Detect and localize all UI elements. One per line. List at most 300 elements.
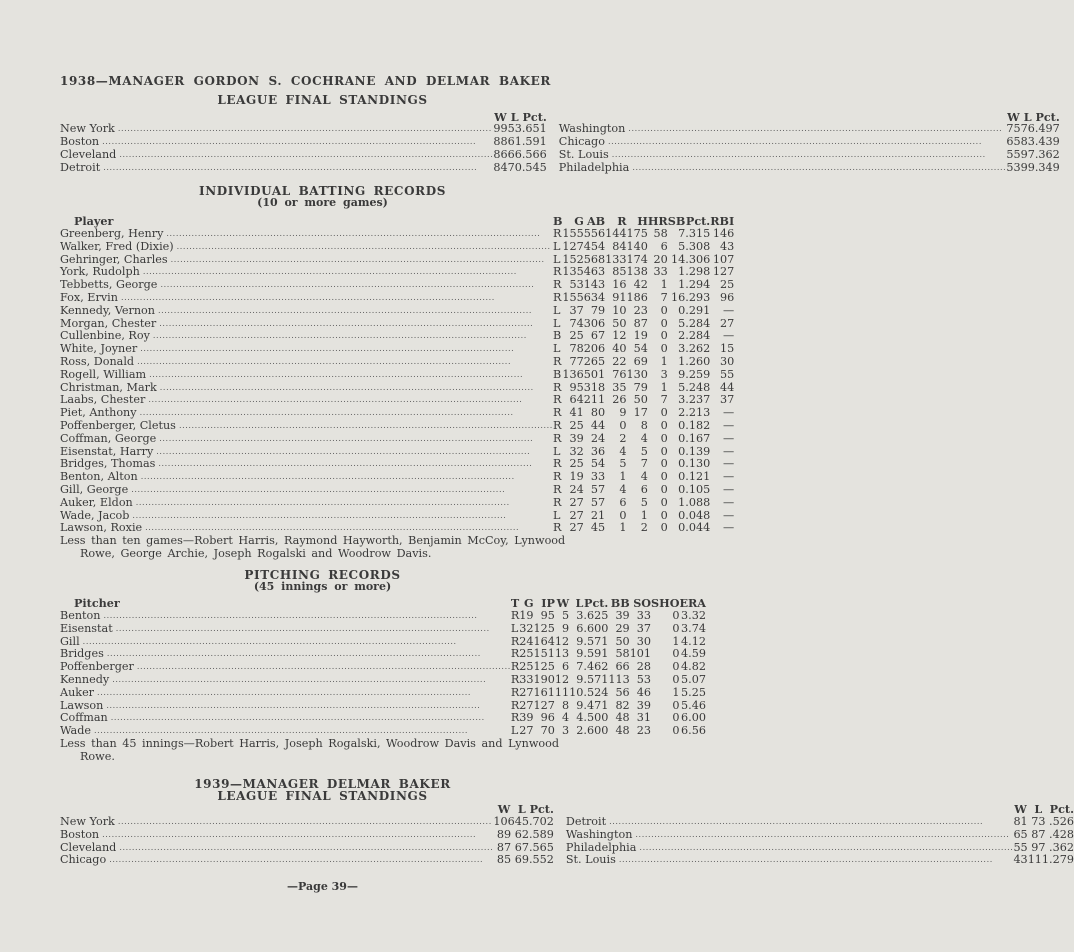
cell-hr: 0 [660,482,668,496]
cell-rbi: 146 [712,226,735,240]
dot-leader: ....................................................................................................................... [120,292,495,302]
cell-sb: 1 [678,278,686,292]
losses: 45 [514,815,529,829]
stats-row [60,510,734,523]
cell-hr: 0 [660,431,668,445]
standings-1939-title: LEAGUE FINAL STANDINGS [217,789,428,804]
cell-h: 79 [633,380,648,394]
cell-b: B [552,329,562,343]
name-leader [60,623,511,636]
cell-pct: .167 [685,431,711,445]
name-leader [60,816,493,829]
column-header-bb: BB [610,596,630,611]
dot-leader: ....................................................................................................................... [135,497,510,507]
cell-sb: 0 [678,418,686,432]
name-leader [60,162,493,175]
cell-sb: 1 [678,495,686,509]
cell-sb: 9 [678,367,686,381]
column-header-l: L [575,596,584,611]
cell-pct: .044 [685,521,711,535]
cell-sb: 1 [678,354,686,368]
stats-row [60,636,706,649]
dot-leader: ....................................................................................................................... [93,726,468,736]
cell-ab: 454 [583,239,606,253]
name-leader [60,241,553,254]
name-text: Piet, Anthony [60,406,137,420]
cell-rbi: 27 [719,316,735,330]
cell-r: 0 [619,418,627,432]
name-text: Coffman [60,711,108,725]
cell-rbi: 37 [719,393,735,407]
cell-hr: 0 [660,303,668,317]
stats-row [60,420,734,433]
dot-leader: ....................................................................................................................... [136,662,511,672]
dot-leader: ....................................................................................................................... [609,817,984,827]
cell-r: 12 [612,329,627,343]
dot-leader: ....................................................................................................................... [607,137,982,147]
cell-era: 3.32 [681,609,706,623]
cell-so: 31 [636,711,652,725]
cell-g: 25 [569,418,584,432]
cell-era: 5.07 [681,673,706,687]
name-leader [60,497,553,510]
pct: .526 [1049,815,1074,829]
cell-g: 32 [519,621,534,635]
cell-sho: 0 [672,711,680,725]
name-text: Fox, Ervin [60,290,118,304]
column-header-era: ERA [679,596,706,611]
name-text: Laabs, Chester [60,393,146,407]
name-text: Poffenberger [60,660,134,674]
name-cell [547,149,1007,162]
cell-r: 16 [612,278,627,292]
pct: .428 [1049,827,1074,841]
pct: .565 [528,840,554,854]
name-leader [566,816,1014,829]
cell-ab: 36 [590,444,606,458]
name-text: Poffenberger, Cletus [60,418,176,432]
name-cell [60,687,511,700]
name-leader [60,433,553,446]
wins: 81 [1013,815,1028,829]
name-cell [554,829,1014,842]
cell-sb: 5 [678,239,686,253]
cell-era: 4.12 [681,634,706,648]
name-text: Detroit [60,160,101,174]
dot-leader: ....................................................................................................................... [178,420,553,430]
cell-r: 133 [605,252,627,266]
dot-leader: ....................................................................................................................... [112,675,487,685]
cell-so: 53 [636,673,652,687]
pct: .651 [521,122,547,136]
standings-header: L [1023,109,1032,124]
cell-r: 40 [612,342,627,356]
cell-g: 24 [569,482,584,496]
cell-r: 4 [619,482,627,496]
cell-sb: 0 [678,431,686,445]
name-text: Bridges, Thomas [60,457,156,471]
dot-leader: ....................................................................................................................... [140,472,515,482]
name-leader [60,829,493,842]
cell-pct: .260 [685,354,711,368]
standings-row [60,829,1074,842]
cell-t: R [510,634,520,648]
cell-h: 186 [626,290,648,304]
name-cell [60,420,553,433]
name-leader [60,292,553,305]
cell-g: 27 [519,685,534,699]
cell-h: 8 [640,418,648,432]
cell-hr: 0 [660,316,668,330]
cell-w: 9 [562,621,570,635]
name-text: Cullenbine, Roy [60,329,150,343]
cell-sho: 0 [672,660,680,674]
cell-h: 50 [633,393,648,407]
cell-pct: .139 [685,444,711,458]
dot-leader: ....................................................................................................................... [97,687,472,697]
standings-row [60,162,1060,175]
name-cell [60,149,493,162]
name-text: Detroit [565,815,607,829]
cell-g: 39 [569,431,584,445]
season-1938-title: 1938—MANAGER GORDON S. COCHRANE AND DELMAR BAKER [60,74,551,88]
stats-row [60,369,734,382]
name-text: Philadelphia [565,840,637,854]
name-cell [60,162,493,175]
wins: 53 [1006,160,1021,174]
cell-sb: 0 [678,444,686,458]
wins: 43 [1013,853,1028,867]
cell-sho: 0 [672,647,680,661]
stats-row [60,292,734,305]
cell-era: 5.25 [681,685,706,699]
name-text: Chicago [60,853,107,867]
dot-leader: ....................................................................................................................... [628,124,1003,134]
dot-leader: ....................................................................................................................... [102,137,477,147]
cell-bb: 29 [615,621,630,635]
cell-pct: .625 [583,609,609,623]
cell-g: 27 [569,495,584,509]
cell-ab: 568 [583,252,606,266]
cell-rbi: 43 [719,239,735,253]
cell-rbi: — [723,418,735,432]
cell-ab: 143 [583,278,606,292]
cell-pct: .284 [685,316,711,330]
cell-h: 23 [633,303,648,317]
name-cell [60,661,511,674]
cell-rbi: — [723,444,735,458]
cell-sb: 0 [678,508,686,522]
cell-sho: 0 [672,609,680,623]
cell-ip: 164 [533,634,555,648]
cell-w: 12 [554,673,570,687]
cell-so: 33 [636,609,652,623]
name-text: Kennedy, Vernon [60,303,155,317]
cell-ab: 265 [583,354,606,368]
cell-era: 6.56 [681,724,706,738]
column-header-g: G [523,596,534,611]
name-text: Gehringer, Charles [60,252,168,266]
name-text: Cleveland [60,840,117,854]
cell-ab: 318 [583,380,606,394]
cell-sb: 2 [678,329,686,343]
cell-t: L [510,724,519,738]
cell-ip: 125 [533,660,555,674]
name-leader [60,674,511,687]
cell-so: 37 [636,621,652,635]
pct: .497 [1034,122,1060,136]
cell-h: 5 [640,495,648,509]
cell-b: R [552,278,562,292]
cell-sho: 0 [672,621,680,635]
cell-r: 1 [619,521,627,535]
dot-leader: ....................................................................................................................... [618,855,993,865]
name-cell [60,136,493,149]
losses: 97 [1020,147,1035,161]
wins: 86 [493,147,508,161]
batting-table [60,215,734,535]
cell-sb: 3 [678,342,686,356]
dot-leader: ....................................................................................................................... [102,829,477,839]
cell-b: R [552,431,562,445]
cell-hr: 33 [653,265,668,279]
cell-rbi: — [723,457,735,471]
name-cell [60,674,511,687]
losses: 69 [514,853,529,867]
cell-sho: 0 [672,724,680,738]
column-header-rbi: RBI [710,214,735,229]
name-leader [559,162,1007,175]
cell-g: 53 [569,278,584,292]
cell-g: 37 [569,303,584,317]
dot-leader: ....................................................................................................................... [149,369,524,379]
name-text: Washington [558,122,626,136]
cell-sho: 0 [672,673,680,687]
stats-row [60,241,734,254]
standings-header: Pct. [522,109,547,124]
cell-rbi: — [723,329,735,343]
cell-rbi: 127 [712,265,735,279]
cell-t: R [510,660,520,674]
cell-g: 25 [519,647,534,661]
cell-pct: .306 [685,252,711,266]
cell-pct: .600 [583,724,609,738]
cell-g: 64 [569,393,584,407]
cell-g: 155 [562,226,584,240]
dot-leader: ....................................................................................................................... [106,649,481,659]
cell-pct: .182 [685,418,711,432]
standings-header: W [1014,802,1027,817]
name-cell [60,305,553,318]
cell-ab: 206 [583,342,606,356]
standings-header: W [1007,109,1020,124]
column-header-r: R [617,214,627,229]
cell-g: 41 [569,406,584,420]
cell-hr: 7 [660,290,668,304]
losses: 87 [1031,827,1046,841]
cell-r: 0 [619,508,627,522]
losses: 97 [1031,840,1046,854]
pct: .589 [528,827,554,841]
name-leader [60,228,553,241]
name-text: Cleveland [60,147,117,161]
standings-header: L [510,109,519,124]
pct: .279 [1049,853,1074,867]
name-text: Morgan, Chester [60,316,157,330]
name-leader [566,842,1014,855]
cell-b: R [552,470,562,484]
cell-h: 6 [640,482,648,496]
cell-rbi: 107 [712,252,735,266]
name-text: Rogell, William [60,367,147,381]
dot-leader: ....................................................................................................................... [140,344,515,354]
dot-leader: ....................................................................................................................... [152,331,527,341]
dot-leader: ....................................................................................................................... [632,162,1007,172]
stats-row [60,648,706,661]
cell-g: 25 [569,457,584,471]
name-text: White, Joyner [60,342,138,356]
cell-sho: 1 [672,685,680,699]
name-text: St. Louis [558,147,609,161]
cell-b: R [552,521,562,535]
cell-g: 19 [519,609,534,623]
cell-h: 2 [640,521,648,535]
cell-pct: .121 [685,470,711,484]
cell-ab: 80 [590,406,606,420]
name-cell [60,369,553,382]
dot-leader: ....................................................................................................................... [142,267,517,277]
losses: 61 [507,135,522,149]
name-cell [60,279,553,292]
stats-row [60,356,734,369]
wins: 87 [496,840,512,854]
cell-hr: 0 [660,508,668,522]
cell-b: L [552,508,561,522]
cell-g: 136 [562,367,584,381]
cell-h: 7 [640,457,648,471]
stats-row [60,674,706,687]
cell-bb: 66 [615,660,630,674]
cell-l: 4 [576,711,584,725]
cell-l: 9 [576,698,584,712]
dot-leader: ....................................................................................................................... [82,636,457,646]
cell-pct: .524 [583,685,609,699]
cell-g: 27 [519,724,534,738]
cell-so: 28 [636,660,652,674]
wins: 106 [493,815,515,829]
stats-row [60,407,734,420]
name-leader [566,854,1014,867]
name-text: Auker [60,685,95,699]
name-text: Auker, Eldon [60,495,133,509]
cell-g: 24 [519,634,534,648]
cell-ab: 634 [583,290,606,304]
pitching-table [60,597,706,738]
cell-sb: 5 [678,316,686,330]
standings-header [60,803,493,816]
standings-header: L [1034,802,1043,817]
cell-w: 12 [554,634,570,648]
name-leader [60,854,493,867]
cell-h: 4 [640,431,648,445]
cell-sb: 0 [678,457,686,471]
dot-leader: ....................................................................................................................... [160,280,535,290]
dot-leader: ....................................................................................................................... [119,842,494,852]
losses: 99 [1020,160,1035,174]
losses: 53 [507,122,522,136]
dot-leader: ....................................................................................................................... [139,408,514,418]
pct: .362 [1049,840,1074,854]
name-cell [60,433,553,446]
cell-h: 138 [626,265,648,279]
name-text: York, Rudolph [60,265,140,279]
losses: 66 [507,147,522,161]
cell-g: 95 [569,380,584,394]
cell-t: R [510,711,520,725]
cell-hr: 3 [660,367,668,381]
name-text: Greenberg, Henry [60,226,164,240]
name-text: Wade, Jacob [60,508,130,522]
cell-rbi: 25 [719,278,735,292]
cell-era: 4.59 [681,647,706,661]
cell-pct: .308 [685,239,711,253]
cell-sb: 0 [678,521,686,535]
cell-b: R [552,457,562,471]
name-text: Philadelphia [558,160,630,174]
dot-leader: ....................................................................................................................... [145,523,520,533]
cell-b: L [552,252,561,266]
cell-ab: 79 [590,303,606,317]
pct: .702 [528,815,554,829]
cell-r: 5 [619,457,627,471]
cell-b: L [552,342,561,356]
name-cell [554,816,1014,829]
cell-r: 76 [612,367,627,381]
cell-ab: 45 [590,521,606,535]
name-leader [60,305,553,318]
cell-ip: 151 [533,647,555,661]
dot-leader: ....................................................................................................................... [106,700,481,710]
losses: 70 [507,160,522,174]
name-text: Gill [60,634,80,648]
losses: 83 [1020,135,1035,149]
standings-header: L [517,802,526,817]
wins: 84 [493,160,508,174]
name-text: Tebbetts, George [60,278,158,292]
cell-w: 8 [562,698,570,712]
cell-pct: .105 [685,482,711,496]
cell-pct: .237 [685,393,711,407]
cell-pct: .600 [583,621,609,635]
name-leader [60,279,553,292]
column-header-pct: Pct. [584,596,609,611]
dot-leader: ....................................................................................................................... [158,459,533,469]
batting-note: Less than ten games—Robert Harris, Raymond Hayworth, Benjamin McCoy, Lynwood Rowe, George Archie, Joseph Rogalski and Woodrow Davis. [60,534,566,560]
column-header-sho: SHO [651,596,680,611]
cell-pct: .284 [685,329,711,343]
cell-t: R [510,647,520,661]
cell-r: 22 [612,354,627,368]
name-cell [60,123,493,136]
cell-r: 1 [619,470,627,484]
cell-hr: 1 [660,380,668,394]
cell-so: 39 [636,698,652,712]
standings-header: W [494,109,507,124]
cell-b: R [552,380,562,394]
cell-pct: .088 [685,495,711,509]
name-text: New York [60,815,115,829]
name-text: Eisenstat [60,621,113,635]
